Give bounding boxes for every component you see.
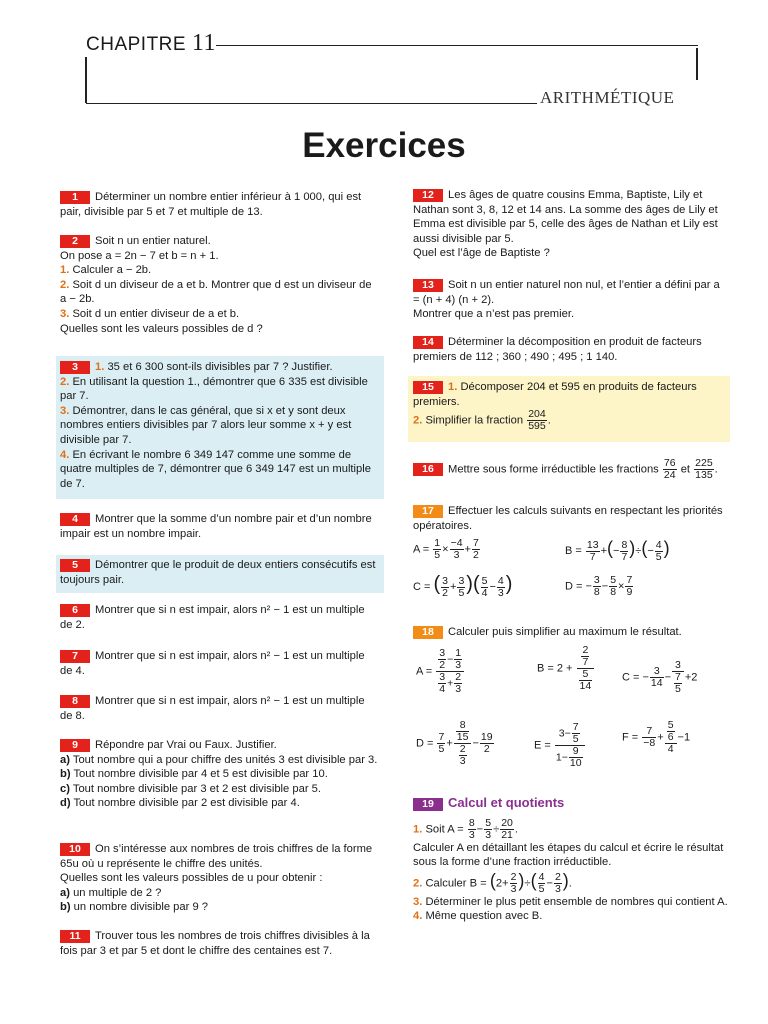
header-rule-bottom [86,103,537,104]
formula-17D: D = − $\frac{3}{8}$ − $\frac{5}{8}$ × $\frac{7}{9}$ [565,574,633,598]
chapter-theme: ARITHMÉTIQUE [540,88,675,107]
exercise-5: 5 Démontrer que le produit de deux entiers consécutifs est toujours pair. [56,555,384,593]
page-title: Exercices [302,126,466,165]
exercise-15: 15 1. Décomposer 204 et 595 en produits de facteurs premiers. 2. Simplifier la fraction $\frac{204}{595}$ . [408,376,730,442]
exercise-8: 8 Montrer que si n est impair, alors n² − 1 est un multiple de 8. [60,695,365,722]
exercise-11: 11 Trouver tous les nombres de trois chiffres divisibles à la fois par 3 et par 5 et dont le chiffre des centaines est 7. [60,930,370,957]
chapter-label: CHAPITRE 11 [86,30,216,56]
formula-18A: A = $\frac{3}{2}$ − $\frac{1}{3}$ $\frac{3}{4}$ + $\frac{2}{3}$ [416,648,465,695]
formula-18C: C = − $\frac{3}{14}$ − $\frac{3}{\frac{7}{5}}$ +2 [622,659,698,695]
header-rule-left [85,57,87,103]
formula-18D: D = $\frac{7}{5}$ + $\frac{\frac{8}{15}}{\frac{2}{3}}$ − $\frac{19}{2}$ [416,719,493,767]
formula-17B: B = $\frac{13}{7}$ +(− $\frac{8}{7}$ )÷(− $\frac{4}{5}$ ) [565,538,670,563]
exercise-1: 1 Déterminer un nombre entier inférieur à 1 000, qui est pair, divisible par 5 et 7 et multiple de 13. [60,191,362,218]
exercise-number-badge: 1 [60,191,90,204]
exercise-7: 7 Montrer que si n est impair, alors n² − 1 est un multiple de 4. [60,650,365,677]
exercise-2: 2 Soit n un entier naturel. On pose a = 2n − 7 et b = n + 1. 1. Calculer a − 2b. 2. Soit d un diviseur de a et b. Montrer que d est un diviseur de a − 2b. 3. Soit d un entier diviseur de a et b. Quelles sont les valeurs possibles de d ? [60,235,372,335]
exercise-14: 14 Déterminer la décomposition en produit de facteurs premiers de 112 ; 360 ; 490 ; 495 ; 1 140. [413,336,702,363]
exercise-12: 12 Les âges de quatre cousins Emma, Baptiste, Lily et Nathan sont 3, 8, 12 et 14 ans. La somme des âges de Lily et Emma est divisible par 5, celle des âges de Nathan et Lily est aussi divisible par 5. Quel est l’âge de Baptiste ? [413,189,718,260]
formula-17C: C = ( $\frac{3}{2}$ + $\frac{3}{5}$ )( $\frac{5}{4}$ − $\frac{4}{3}$ ) [413,573,513,599]
exercise-9: 9 Répondre par Vrai ou Faux. Justifier. a) Tout nombre qui a pour chiffre des unités 3 est divisible par 3. b) Tout nombre divisible par 4 et 5 est divisible par 10. c) Tout nombre divisible par 3 et 2 est divisible par 5. d) Tout nombre divisible par 2 est divisible par 4. [60,739,378,810]
exercise-16: 16 Mettre sous forme irréductible les fractions $\frac{76}{24}$ et $\frac{225}{135}$ . [413,458,725,481]
exercise-3: 3 1. 35 et 6 300 sont-ils divisibles par 7 ? Justifier. 2. En utilisant la question 1., démontrer que 6 335 est divisible par 7. 3. Démontrer, dans le cas général, que si x et y sont deux nombres entiers divisibles par 7 alors leur somme x + y est divisible par 7. 4. En écrivant le nombre 6 349 147 comme une somme de quatre multiples de 7, démontrer que 6 349 147 est un multiple de 7. [56,356,384,499]
exercise-17: 17 Effectuer les calculs suivants en respectant les priorités opératoires. [413,505,723,532]
header-rule-top [216,45,698,46]
formula-18F: F = $\frac{7}{-8}$ + $\frac{\frac{5}{6}}{4}$ −1 [622,719,691,755]
header-rule-right [696,48,698,80]
exercise-18: 18 Calculer puis simplifier au maximum le résultat. [413,625,728,640]
exercise-13: 13 Soit n un entier naturel non nul, et l’entier a défini par a = (n + 4) (n + 2). Montrer que a n’est pas premier. [413,279,720,321]
fraction-204-595: $\frac{204}{595}$ [528,408,546,433]
exercise-4: 4 Montrer que la somme d’un nombre pair et d’un nombre impair est un nombre impair. [60,513,372,540]
formula-18B: B = 2 + $\frac{\frac{2}{7}}{\frac{5}{14}}$ [537,645,595,692]
exercise-19: 19 Calcul et quotients 1. Soit A = $\frac{8}{3}$ − $\frac{5}{3}$ ÷ $\frac{20}{21}$ . Calculer A en détaillant les étapes du calcul et écrire le résultat sous la forme d’une fraction irréductible. 2. Calculer B = (2+ $\frac{2}{3}$ )÷( $\frac{4}{5}$ − $\frac{2}{3}$ ). 3. Déterminer le plus petit ensemble de nombres qui contient A. 4. Même question avec B. [413,795,728,923]
formula-17A: A = $\frac{1}{5}$ × $\frac{-4}{3}$ + $\frac{7}{2}$ [413,537,479,561]
formula-18E: E = 3− $\frac{7}{5}$ 1− $\frac{9}{10}$ [534,722,586,769]
exercise-6: 6 Montrer que si n est impair, alors n² − 1 est un multiple de 2. [60,604,365,631]
exercise-10: 10 On s’intéresse aux nombres de trois chiffres de la forme 65u où u représente le chiffre des unités. Quelles sont les valeurs possibles de u pour obtenir : a) un multiple de 2 ? b) un nombre divisible par 9 ? [60,843,373,914]
